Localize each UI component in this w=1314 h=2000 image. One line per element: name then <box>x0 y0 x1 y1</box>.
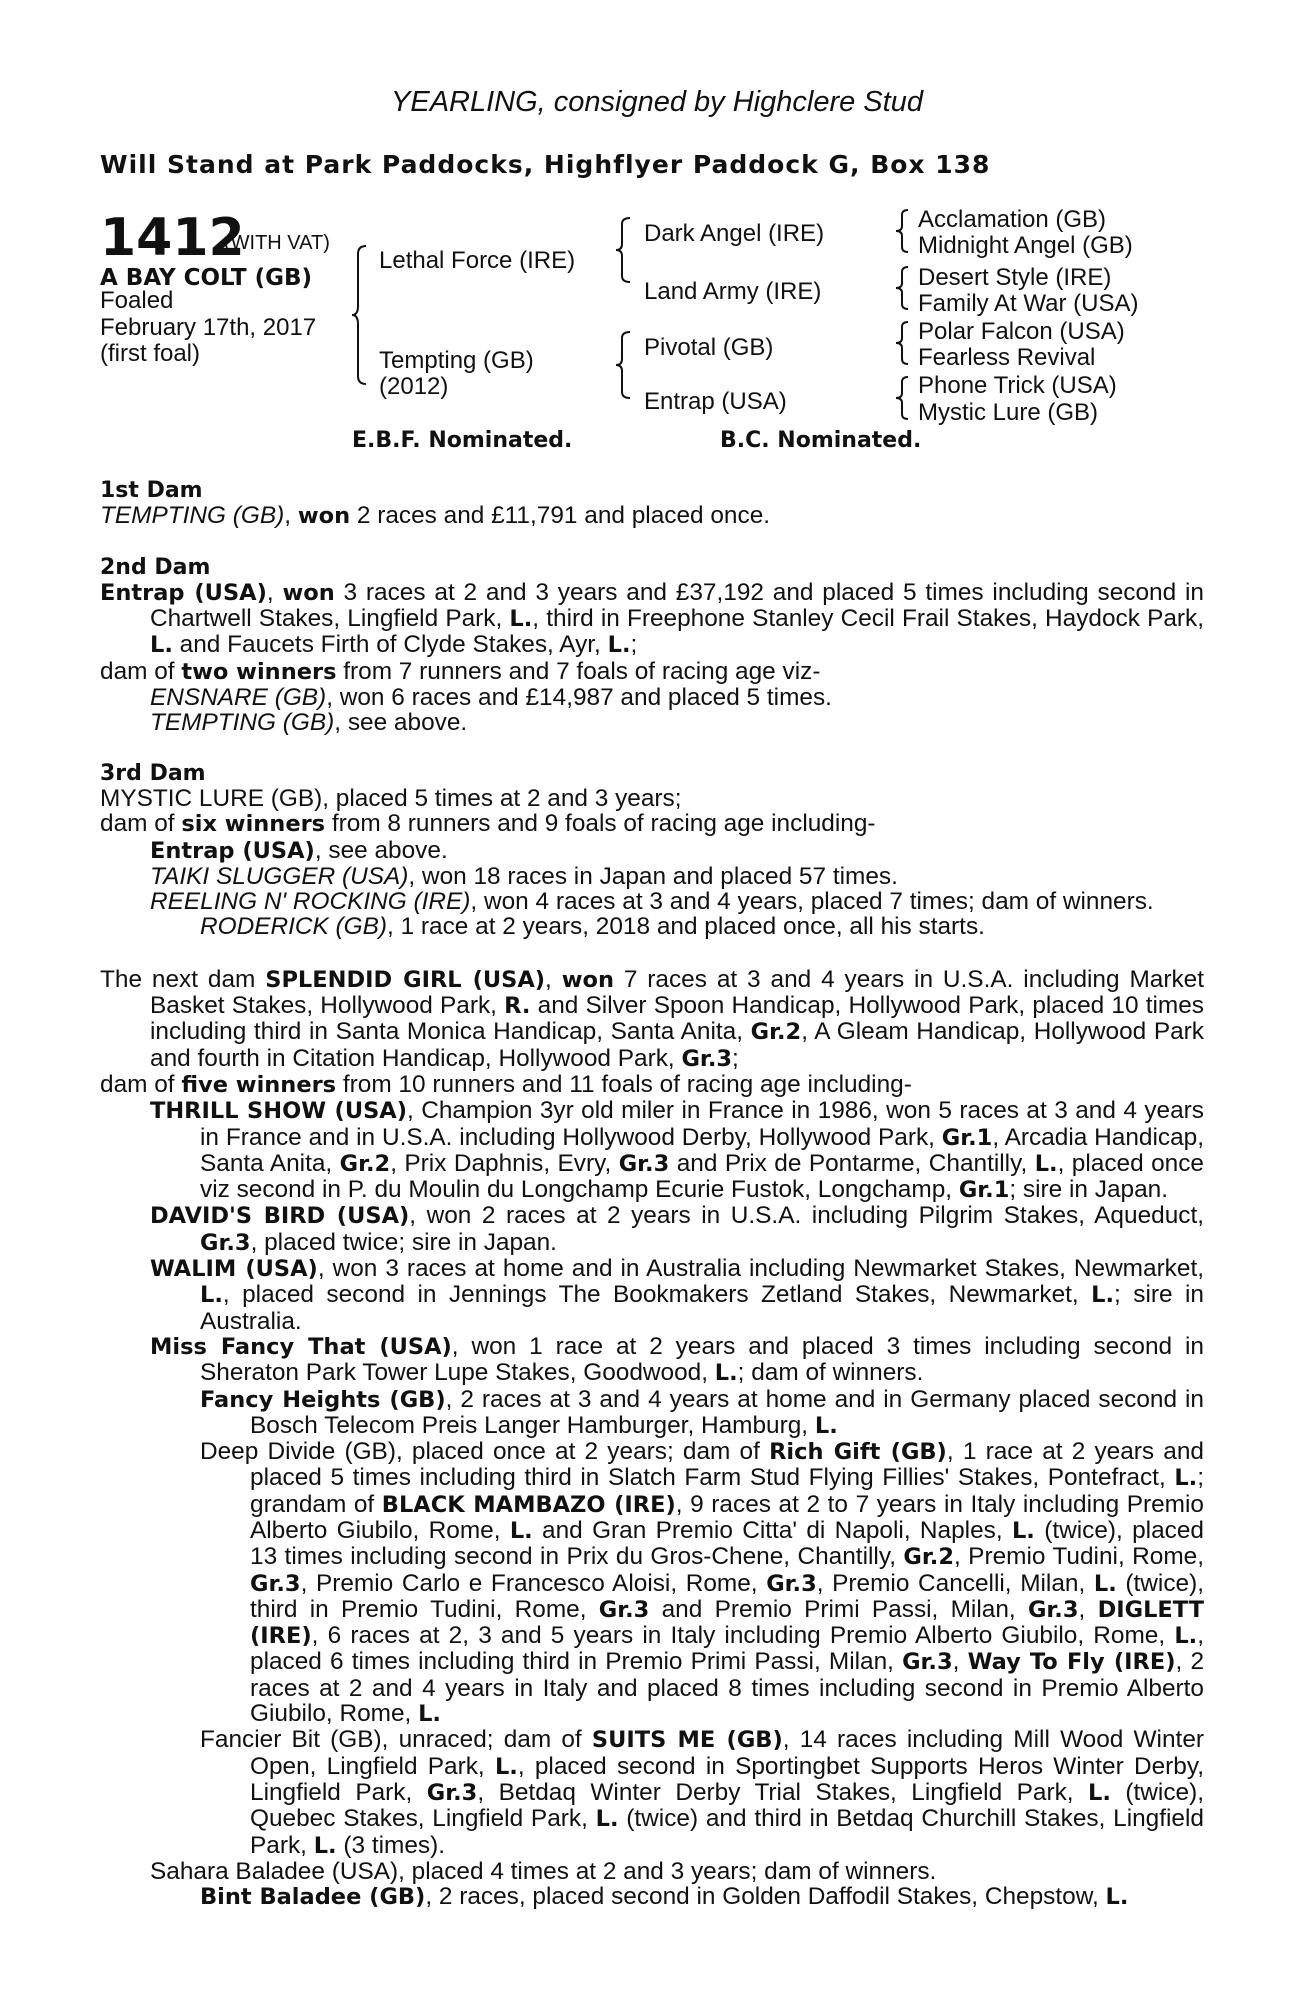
text-run: Fancier Bit (GB), unraced; dam of <box>200 1726 592 1754</box>
first-dam-record: 2 races and £11,791 and placed once. <box>350 502 771 530</box>
lot-number: 1412 <box>100 208 245 268</box>
race-grade: Gr.3 <box>250 1570 301 1597</box>
race-grade: Gr.3 <box>1027 1596 1079 1623</box>
text-run: , 1 race at 2 years, 2018 and placed once, all his starts. <box>387 913 985 941</box>
second-dam-name: Entrap (USA) <box>100 579 267 606</box>
davids-bird-entry <box>100 1203 1204 1256</box>
sire-sire-name: Dark Angel (IRE) <box>644 220 825 247</box>
horse-name: SPLENDID GIRL (USA) <box>265 966 546 993</box>
sahara-entry: Sahara Baladee (USA), placed 4 times at 2 and 3 years; dam of winners. <box>150 1857 937 1885</box>
race-grade: L. <box>494 1753 518 1780</box>
text-run: and Prix de Pontarme, Chantilly, <box>669 1149 1035 1177</box>
text-run: , 2 races at 3 and 4 years at home and in Germany placed second in Bosch Telecom Preis Langer Hamburger, Hamburg, <box>250 1385 1204 1439</box>
ancestor-4: Family At War (USA) <box>918 290 1139 317</box>
vat-label: (WITH VAT) <box>224 232 330 254</box>
ebf-nominated: E.B.F. Nominated. <box>352 428 573 453</box>
second-dam-heading: 2nd Dam <box>100 554 211 580</box>
pedigree-brace-6 <box>896 320 912 366</box>
bc-nominated: B.C. Nominated. <box>720 428 922 453</box>
race-grade: Gr.3 <box>681 1045 733 1072</box>
fancier-bit-entry <box>100 1727 1204 1858</box>
foaled-date: February 17th, 2017 <box>100 314 317 341</box>
text-run: , <box>1078 1595 1098 1623</box>
text-run: ; <box>630 631 638 659</box>
text-run: , placed 6 times including third in Premio Primi Passi, Milan, <box>250 1622 1204 1676</box>
race-grade: L. <box>595 1806 619 1833</box>
thrill-show-entry <box>100 1098 1204 1203</box>
text-run: and Premio Primi Passi, Milan, <box>649 1595 1028 1623</box>
pedigree-brace-7 <box>896 375 912 421</box>
race-grade: L. <box>1011 1517 1035 1544</box>
third-dam-heading: 3rd Dam <box>100 760 206 786</box>
horse-name: Fancy Heights (GB) <box>200 1386 446 1413</box>
second-dam-entry: Entrap (USA), won 3 races at 2 and 3 years and £37,192 and placed 5 times including second in Chartwell Stakes, Lingfield Park, L., third in Freephone Stanley Cecil Frail Stakes, Haydock Park, L. and Faucets Firth of Clyde Stakes, Ayr, L.; <box>100 578 1204 659</box>
race-grade: L. <box>313 1832 337 1859</box>
race-grade: L. <box>1105 1884 1129 1911</box>
text-run: , 2 races, placed second in Golden Daffodil Stakes, Chepstow, <box>425 1883 1106 1911</box>
foaled-label: Foaled <box>100 287 174 314</box>
winners-count: six winners <box>181 811 326 838</box>
race-grade: Gr.3 <box>902 1649 953 1676</box>
horse-name: Rich Gift (GB) <box>769 1439 947 1466</box>
text-run: The next dam <box>100 965 266 993</box>
pedigree-brace-5 <box>896 265 912 311</box>
text-run: (twice) and third in Betdaq Churchill Stakes, Lingfield Park, <box>250 1805 1204 1859</box>
dam-sire-name: Pivotal (GB) <box>644 334 774 361</box>
race-grade: Gr.1 <box>941 1124 993 1151</box>
dam-name: Tempting (GB) <box>379 347 534 374</box>
deep-divide-entry <box>50 1439 1204 1727</box>
race-grade: L. <box>1034 1150 1058 1177</box>
text-run: , won 6 races and £14,987 and placed 5 times. <box>326 684 832 712</box>
winners-count: two winners <box>181 658 337 685</box>
text-run: 3 races at 2 and 3 years and £37,192 and placed 5 times including second in Chartwell Stakes, Lingfield Park, <box>150 578 1204 633</box>
ancestor-1: Acclamation (GB) <box>918 206 1107 233</box>
roderick-entry <box>100 914 1204 939</box>
text-run: , placed second in Jennings The Bookmakers Zetland Stakes, Newmarket, <box>222 1281 1092 1309</box>
text-run: , 1 race at 2 years and placed 5 times including third in Slatch Farm Stud Flying Fillies' Stakes, Pontefract, <box>250 1438 1204 1492</box>
sire-name: Lethal Force (IRE) <box>379 247 576 274</box>
text-run: , <box>952 1648 968 1676</box>
text-run: , 6 races at 2, 3 and 5 years in Italy including Premio Alberto Giubilo, Rome, <box>311 1622 1175 1650</box>
horse-name: ENSNARE (GB) <box>150 684 327 712</box>
miss-fancy-entry <box>100 1334 1204 1387</box>
text-run: , Premio Tudini, Rome, <box>953 1543 1204 1571</box>
first-foal-note: (first foal) <box>100 340 201 367</box>
text-run: , won 1 race at 2 years and placed 3 times including second in Sheraton Park Tower Lupe Stakes, Goodwood, <box>200 1332 1204 1387</box>
page-title: YEARLING, consigned by Highclere Stud <box>391 86 923 118</box>
text-run: ; sire in Australia. <box>200 1281 1204 1335</box>
horse-name: SUITS ME (GB) <box>591 1727 783 1754</box>
text-run: , 2 races at 2 and 4 years in Italy and placed 8 times including second in Premio Alberto Giubilo, Rome, <box>250 1648 1205 1728</box>
race-grade: Gr.3 <box>598 1596 650 1623</box>
text-run: , 14 races including Mill Wood Winter Open, Lingfield Park, <box>250 1726 1205 1780</box>
text-run: , A Gleam Handicap, Hollywood Park and fourth in Citation Handicap, Hollywood Park, <box>150 1018 1204 1072</box>
horse-name: REELING N' ROCKING (IRE) <box>150 888 471 916</box>
horse-name: WALIM (USA) <box>150 1256 318 1283</box>
ancestor-6: Fearless Revival <box>918 344 1096 371</box>
text-run: , placed once viz second in P. du Moulin du Longchamp Ecurie Fustok, Longchamp, <box>200 1149 1204 1204</box>
text-run: and Faucets Firth of Clyde Stakes, Ayr, <box>172 631 608 659</box>
dam-year: (2012) <box>379 373 449 400</box>
horse-name: BLACK MAMBAZO (IRE) <box>381 1491 676 1518</box>
second-dam-produce <box>100 659 1204 685</box>
race-grade: Gr.1 <box>958 1177 1010 1204</box>
tempting-entry <box>100 710 1204 735</box>
ancestor-3: Desert Style (IRE) <box>918 264 1112 291</box>
race-grade: L. <box>814 1412 838 1439</box>
standing-location: Will Stand at Park Paddocks, Highflyer Paddock G, Box 138 <box>100 150 991 179</box>
race-grade: Gr.3 <box>618 1150 670 1177</box>
won-label: won <box>282 579 335 606</box>
race-grade: Gr.2 <box>903 1544 954 1571</box>
horse-name: Bint Baladee (GB) <box>200 1884 426 1911</box>
third-dam-produce <box>100 811 1204 837</box>
text-run: (twice), Quebec Stakes, Lingfield Park, <box>250 1778 1204 1833</box>
ancestor-2: Midnight Angel (GB) <box>918 232 1133 259</box>
text-run: dam of <box>100 1070 182 1098</box>
bint-entry <box>100 1884 1204 1910</box>
winners-count: five winners <box>181 1071 337 1098</box>
race-grade: L. <box>418 1701 441 1728</box>
text-run: (twice), third in Premio Tudini, Rome, <box>250 1569 1204 1623</box>
third-dam-line: MYSTIC LURE (GB), placed 5 times at 2 and 3 years; <box>100 784 682 812</box>
horse-name: DAVID'S BIRD (USA) <box>150 1203 410 1230</box>
text-run: , won 4 races at 3 and 4 years, placed 7 times; dam of winners. <box>470 888 1154 916</box>
text-run: and Silver Spoon Handicap, Hollywood Park, placed 10 times including third in Santa Monica Handicap, Santa Anita, <box>150 992 1204 1046</box>
sire-dam-name: Land Army (IRE) <box>644 278 822 305</box>
ancestor-7: Phone Trick (USA) <box>918 372 1117 399</box>
text-run: , Prix Daphnis, Evry, <box>390 1149 619 1177</box>
pedigree-brace-3 <box>616 330 636 400</box>
taiki-entry <box>100 864 1204 889</box>
text-run: , Arcadia Handicap, Santa Anita, <box>200 1123 1204 1177</box>
race-grade: Gr.2 <box>750 1019 802 1046</box>
text-run: , Betdaq Winter Derby Trial Stakes, Lingfield Park, <box>477 1778 1089 1806</box>
text-run: , placed twice; sire in Japan. <box>250 1228 557 1256</box>
pedigree-notes <box>100 478 1204 1910</box>
next-dam-produce <box>100 1072 1204 1098</box>
fancy-heights-entry <box>100 1387 1204 1440</box>
text-run: , see above. <box>314 836 448 864</box>
pedigree-brace-4 <box>896 208 912 254</box>
ensnare-entry <box>100 685 1204 710</box>
horse-name: Way To Fly (IRE) <box>967 1649 1176 1676</box>
ancestor-5: Polar Falcon (USA) <box>918 318 1125 345</box>
text-run: ; sire in Japan. <box>1009 1176 1168 1204</box>
walim-entry <box>100 1256 1204 1334</box>
text-run: , see above. <box>334 709 468 737</box>
listed-mark: L. <box>607 632 631 659</box>
listed-mark: L. <box>150 632 173 659</box>
ancestor-8: Mystic Lure (GB) <box>918 399 1099 426</box>
text-run: , 9 races at 2 to 7 years in Italy including Premio Alberto Giubilo, Rome, <box>250 1490 1204 1544</box>
text-run: , won 3 races at home and in Australia including Newmarket Stakes, Newmarket, <box>317 1255 1204 1283</box>
won-label: won <box>297 503 351 530</box>
text-run: dam of <box>100 810 182 838</box>
race-grade: L. <box>1088 1779 1111 1806</box>
pedigree-brace-2 <box>616 216 636 284</box>
race-grade: Gr.3 <box>200 1229 251 1256</box>
pedigree-brace-1 <box>352 244 372 386</box>
horse-name: Entrap (USA) <box>150 837 315 864</box>
horse-name: TAIKI SLUGGER (USA) <box>150 862 409 890</box>
entrap-entry <box>100 838 1204 864</box>
text-run: , third in Freephone Stanley Cecil Frail Stakes, Haydock Park, <box>532 605 1204 633</box>
race-grade: L. <box>1174 1465 1198 1492</box>
dam-dam-name: Entrap (USA) <box>644 388 787 415</box>
race-grade: Gr.3 <box>426 1779 478 1806</box>
text-run: (twice), placed 13 times including second in Prix du Gros-Chene, Chantilly, <box>250 1516 1204 1571</box>
horse-name: Miss Fancy That (USA) <box>150 1333 452 1360</box>
race-grade: L. <box>200 1282 223 1309</box>
text-run: , Champion 3yr old miler in France in 1986, won 5 races at 3 and 4 years in France and in U.S.A. including Hollywood Derby, Hollywood Park, <box>200 1097 1205 1151</box>
text-run: , Premio Cancelli, Milan, <box>816 1569 1094 1597</box>
text-run: , Premio Carlo e Francesco Aloisi, Rome, <box>300 1569 767 1597</box>
listed-mark: L. <box>509 606 533 633</box>
text-run: and Gran Premio Citta' di Napoli, Naples, <box>532 1516 1012 1544</box>
text-run: dam of <box>100 657 182 685</box>
first-dam-name: TEMPTING (GB) <box>100 502 285 530</box>
race-grade: L. <box>1174 1623 1198 1650</box>
race-grade: L. <box>509 1517 533 1544</box>
horse-name: TEMPTING (GB) <box>150 709 335 737</box>
race-grade: L. <box>1093 1570 1117 1597</box>
race-grade: L. <box>714 1360 738 1387</box>
text-run: ; grandam of <box>250 1464 1204 1518</box>
text-run: ; dam of winners. <box>737 1359 924 1387</box>
text-run: , placed second in Sportingbet Supports Heros Winter Derby, Lingfield Park, <box>250 1752 1204 1806</box>
horse-name: DIGLETT (IRE) <box>250 1596 1205 1650</box>
race-grade: R. <box>504 993 531 1020</box>
text-run: , won 18 races in Japan and placed 57 times. <box>408 862 898 890</box>
text-run: 7 races at 3 and 4 years in U.S.A. including Market Basket Stakes, Hollywood Park, <box>150 965 1204 1020</box>
horse-name: THRILL SHOW (USA) <box>150 1098 407 1125</box>
text-run: Deep Divide (GB), placed once at 2 years; dam of <box>200 1438 770 1466</box>
text-run: ; <box>732 1044 739 1072</box>
race-grade: Gr.3 <box>766 1570 817 1597</box>
race-grade: Gr.2 <box>339 1150 391 1177</box>
next-dam-entry: The next dam SPLENDID GIRL (USA), won 7 races at 3 and 4 years in U.S.A. including Market Basket Stakes, Hollywood Park, R. and Silver Spoon Handicap, Hollywood Park, placed 10 times including third in Santa Monica Handicap, Santa Anita, Gr.2, A Gleam Handicap, Hollywood Park and fourth in Citation Handicap, Hollywood Park, Gr.3; <box>100 965 1204 1072</box>
first-dam-entry: TEMPTING (GB), won 2 races and £11,791 and placed once. <box>100 502 771 530</box>
won-label: won <box>561 966 614 993</box>
horse-name: RODERICK (GB) <box>200 913 388 941</box>
text-run: from 10 runners and 11 foals of racing age including- <box>336 1070 912 1098</box>
first-dam-heading: 1st Dam <box>100 478 203 503</box>
text-run: from 7 runners and 7 foals of racing age viz- <box>336 657 821 685</box>
lot-description: A BAY COLT (GB) <box>100 265 313 291</box>
reeling-entry <box>100 889 1204 914</box>
text-run: , won 2 races at 2 years in U.S.A. including Pilgrim Stakes, Aqueduct, <box>409 1202 1205 1230</box>
race-grade: L. <box>1091 1282 1115 1309</box>
text-run: from 8 runners and 9 foals of racing age including- <box>325 810 876 838</box>
text-run: (3 times). <box>336 1831 446 1859</box>
